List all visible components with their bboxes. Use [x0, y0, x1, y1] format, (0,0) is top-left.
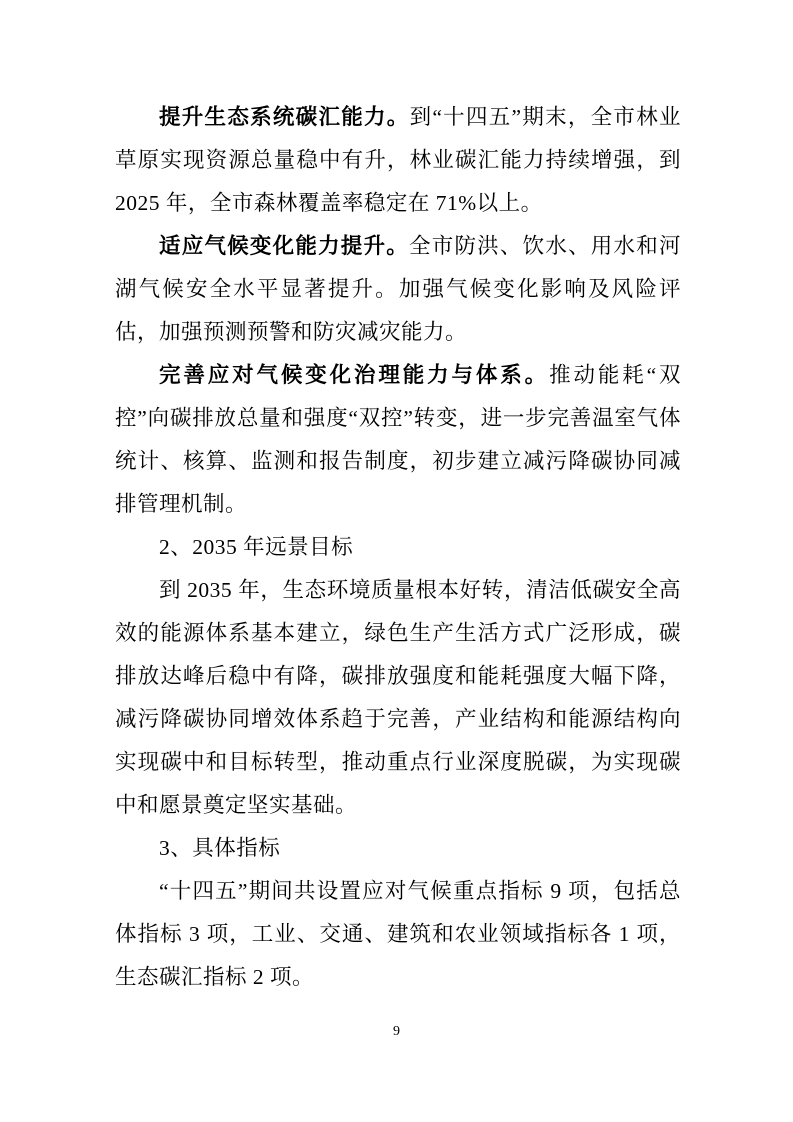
paragraph-text: 推动能耗“双控”向碳排放总量和强度“双控”转变，进一步完善温室气体统计、核算、监测和报告制度，初步建立减污降碳协同减排管理机制。 [115, 363, 681, 516]
paragraph-2035-vision [115, 569, 681, 827]
heading-text: 2、2035 年远景目标 [159, 535, 354, 559]
paragraph-bold-lead: 提升生态系统碳汇能力。 [159, 105, 410, 129]
paragraph-text: 全市防洪、饮水、用水和河湖气候安全水平显著提升。加强气候变化影响及风险评估，加强预测预警和防灾减灾能力。 [115, 234, 681, 344]
paragraph-text: 到 2035 年，生态环境质量根本好转，清洁低碳安全高效的能源体系基本建立，绿色生产生活方式广泛形成，碳排放达峰后稳中有降，碳排放强度和能耗强度大幅下降，减污降碳协同增效体系趋于完善，产业结构和能源结构向实现碳中和目标转型，推动重点行业深度脱碳，为实现碳中和愿景奠定坚实基础。 [115, 578, 681, 817]
heading-specific-indicators [115, 827, 681, 870]
paragraph-text: 到“十四五”期末，全市林业草原实现资源总量稳中有升，林业碳汇能力持续增强，到 2025 年，全市森林覆盖率稳定在 71%以上。 [115, 105, 681, 215]
paragraph-climate-adaptation [115, 225, 681, 354]
paragraph-ecosystem-carbon-sink [115, 96, 681, 225]
document-body [115, 96, 681, 999]
paragraph-text: “十四五”期间共设置应对气候重点指标 9 项，包括总体指标 3 项，工业、交通、建筑和农业领域指标各 1 项，生态碳汇指标 2 项。 [115, 879, 681, 989]
page-number: 9 [393, 1024, 400, 1039]
paragraph-bold-lead: 完善应对气候变化治理能力与体系。 [159, 363, 550, 387]
heading-text: 3、具体指标 [159, 836, 281, 860]
paragraph-governance-system [115, 354, 681, 526]
paragraph-bold-lead: 适应气候变化能力提升。 [159, 234, 409, 258]
heading-2035-vision [115, 526, 681, 569]
paragraph-specific-indicators [115, 870, 681, 999]
